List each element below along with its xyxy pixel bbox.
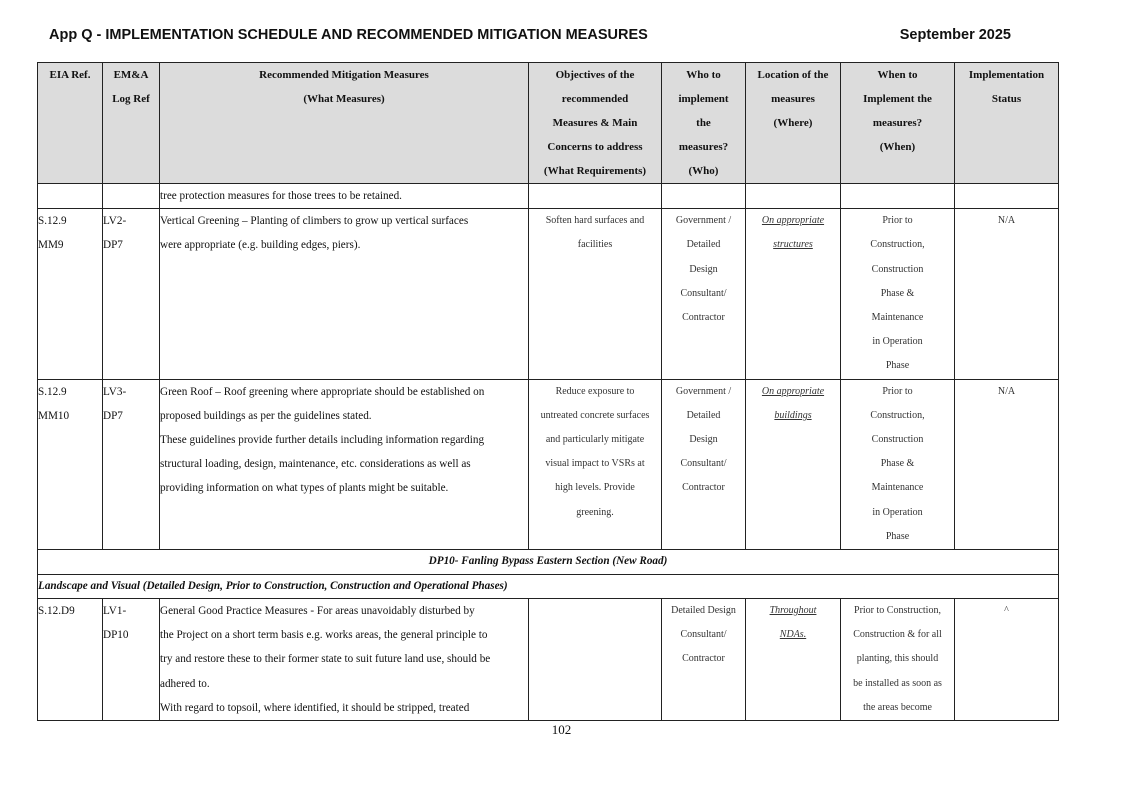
page-number: 102 <box>551 722 572 737</box>
cell-when <box>841 184 955 209</box>
col-header-when: When to Implement the measures? (When) <box>841 63 955 184</box>
document-date: September 2025 <box>899 27 1011 43</box>
cell-log-ref: LV3- DP7 <box>103 379 160 549</box>
cell-log-ref: LV1- DP10 <box>103 599 160 721</box>
cell-objectives <box>529 599 662 721</box>
cell-where: On appropriate structures <box>746 209 841 379</box>
col-header-eia-ref: EIA Ref. <box>38 63 103 184</box>
col-header-where: Location of the measures (Where) <box>746 63 841 184</box>
cell-eia-ref: S.12.D9 <box>38 599 103 721</box>
subsection-title: Landscape and Visual (Detailed Design, Prior to Construction, Construction and Operational Phases) <box>38 575 1059 599</box>
table-row <box>38 209 1059 379</box>
cell-status <box>955 184 1059 209</box>
cell-where: On appropriate buildings <box>746 379 841 549</box>
cell-who: Detailed Design Consultant/ Contractor <box>662 599 746 721</box>
table-row <box>38 599 1059 721</box>
cell-status: N/A <box>955 209 1059 379</box>
col-header-status: Implementation Status <box>955 63 1059 184</box>
implementation-schedule-table <box>37 62 1059 721</box>
cell-when: Prior to Construction, Construction Phase & Maintenance in Operation Phase <box>841 209 955 379</box>
cell-where <box>746 184 841 209</box>
cell-eia-ref <box>38 184 103 209</box>
cell-log-ref: LV2- DP7 <box>103 209 160 379</box>
cell-objectives: Reduce exposure to untreated concrete surfaces and particularly mitigate visual impact to VSRs at high levels. Provide greening. <box>529 379 662 549</box>
table-row <box>38 184 1059 209</box>
page-header <box>49 27 1011 47</box>
col-header-measures: Recommended Mitigation Measures (What Measures) <box>160 63 529 184</box>
section-title: DP10- Fanling Bypass Eastern Section (New Road) <box>38 550 1059 575</box>
cell-status: N/A <box>955 379 1059 549</box>
cell-measures: tree protection measures for those trees to be retained. <box>160 184 529 209</box>
col-header-objectives: Objectives of the recommended Measures & Main Concerns to address (What Requirements) <box>529 63 662 184</box>
cell-eia-ref: S.12.9 MM9 <box>38 209 103 379</box>
cell-when: Prior to Construction, Construction Phase & Maintenance in Operation Phase <box>841 379 955 549</box>
cell-objectives: Soften hard surfaces and facilities <box>529 209 662 379</box>
cell-measures: General Good Practice Measures - For areas unavoidably disturbed by the Project on a short term basis e.g. works areas, the general principle to try and restore these to their former state to suit future land use, should be adhered to. With regard to topsoil, where identified, it should be stripped, treated <box>160 599 529 721</box>
col-header-who: Who to implement the measures? (Who) <box>662 63 746 184</box>
cell-when: Prior to Construction, Construction & for all planting, this should be installed as soon as the areas become <box>841 599 955 721</box>
subsection-header-row <box>38 575 1059 599</box>
cell-who: Government / Detailed Design Consultant/ Contractor <box>662 209 746 379</box>
cell-measures: Vertical Greening – Planting of climbers to grow up vertical surfaces were appropriate (e.g. building edges, piers). <box>160 209 529 379</box>
cell-eia-ref: S.12.9 MM10 <box>38 379 103 549</box>
cell-log-ref <box>103 184 160 209</box>
table-row <box>38 379 1059 549</box>
cell-objectives <box>529 184 662 209</box>
section-header-row <box>38 550 1059 575</box>
cell-measures: Green Roof – Roof greening where appropriate should be established on proposed buildings as per the guidelines stated. These guidelines provide further details including information regarding structural loading, design, maintenance, etc. considerations as well as providing information on what types of plants might be suitable. <box>160 379 529 549</box>
cell-where: Throughout NDAs. <box>746 599 841 721</box>
cell-status: ^ <box>955 599 1059 721</box>
document-title: App Q - IMPLEMENTATION SCHEDULE AND RECOMMENDED MITIGATION MEASURES <box>49 27 648 43</box>
cell-who: Government / Detailed Design Consultant/ Contractor <box>662 379 746 549</box>
table-header-row <box>38 63 1059 184</box>
col-header-log-ref: EM&A Log Ref <box>103 63 160 184</box>
cell-who <box>662 184 746 209</box>
